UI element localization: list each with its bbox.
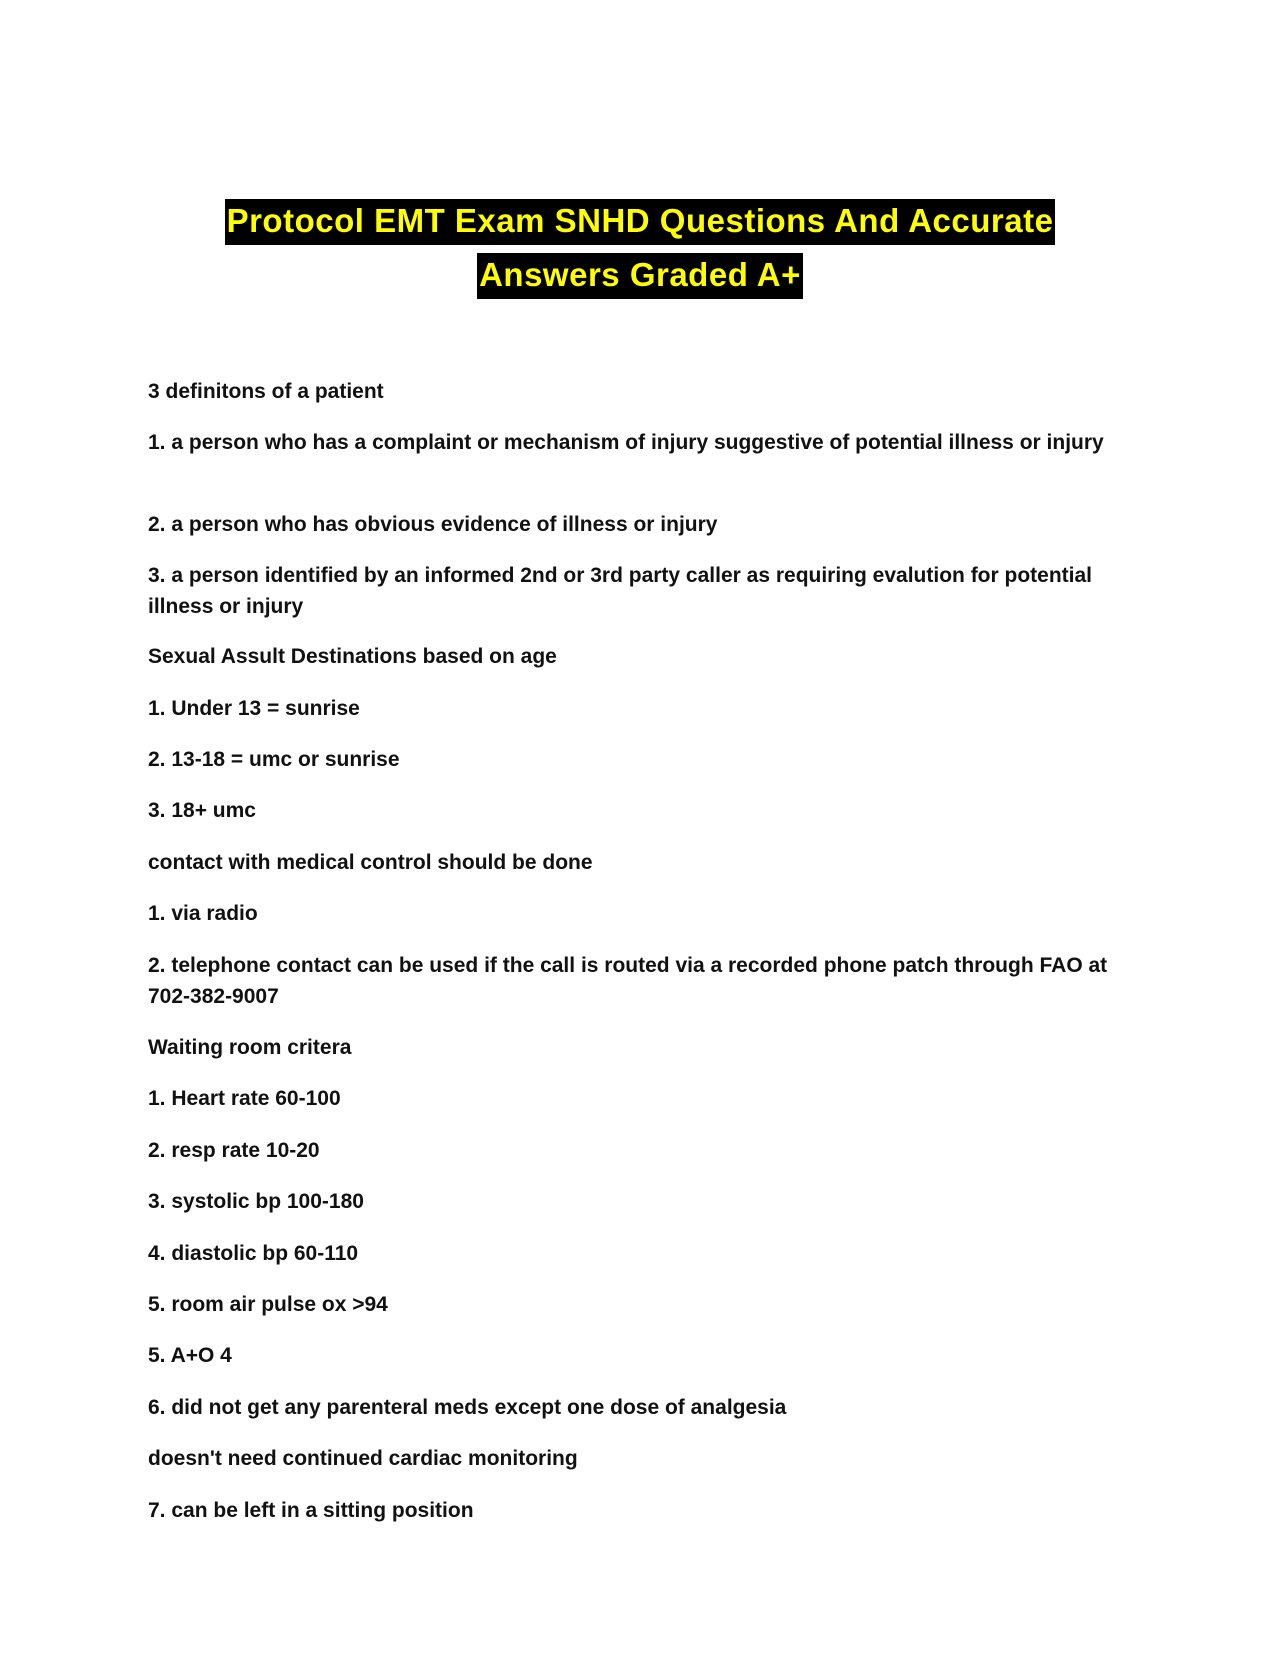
answer-item: 1. a person who has a complaint or mechanism of injury suggestive of potential illness or injury (148, 431, 1104, 454)
answer-item: 2. telephone contact can be used if the call is routed via a recorded phone patch through FAO at 702-382-9007 (148, 954, 1108, 1008)
answer-item: 2. 13-18 = umc or sunrise (148, 748, 400, 771)
answer-item: 5. room air pulse ox >94 (148, 1293, 388, 1316)
answer-item: 3. a person identified by an informed 2nd or 3rd party caller as requiring evalution for potential illness or injury (148, 564, 1093, 618)
document-title-line-1 (0, 199, 1280, 245)
question-heading: Waiting room critera (148, 1036, 352, 1059)
question-heading: contact with medical control should be done (148, 851, 593, 874)
answer-item: 2. resp rate 10-20 (148, 1139, 320, 1162)
question-heading: 3 definitons of a patient (148, 380, 384, 403)
answer-item: 7. can be left in a sitting position (148, 1499, 474, 1522)
answer-item: 4. diastolic bp 60-110 (148, 1242, 359, 1265)
title-text-1: Protocol EMT Exam SNHD Questions And Accurate (225, 199, 1056, 245)
document-title-line-2 (0, 253, 1280, 299)
answer-item: doesn't need continued cardiac monitoring (148, 1447, 578, 1470)
answer-item: 1. Heart rate 60-100 (148, 1087, 341, 1110)
answer-item: 1. via radio (148, 902, 258, 925)
answer-item: 3. 18+ umc (148, 799, 256, 822)
answer-item: 1. Under 13 = sunrise (148, 697, 360, 720)
question-heading: Sexual Assult Destinations based on age (148, 645, 557, 668)
answer-item: 5. A+O 4 (148, 1344, 232, 1367)
answer-item: 6. did not get any parenteral meds except one dose of analgesia (148, 1396, 787, 1419)
answer-item: 2. a person who has obvious evidence of illness or injury (148, 513, 718, 536)
answer-item: 3. systolic bp 100-180 (148, 1190, 364, 1213)
title-text-2: Answers Graded A+ (477, 253, 803, 299)
